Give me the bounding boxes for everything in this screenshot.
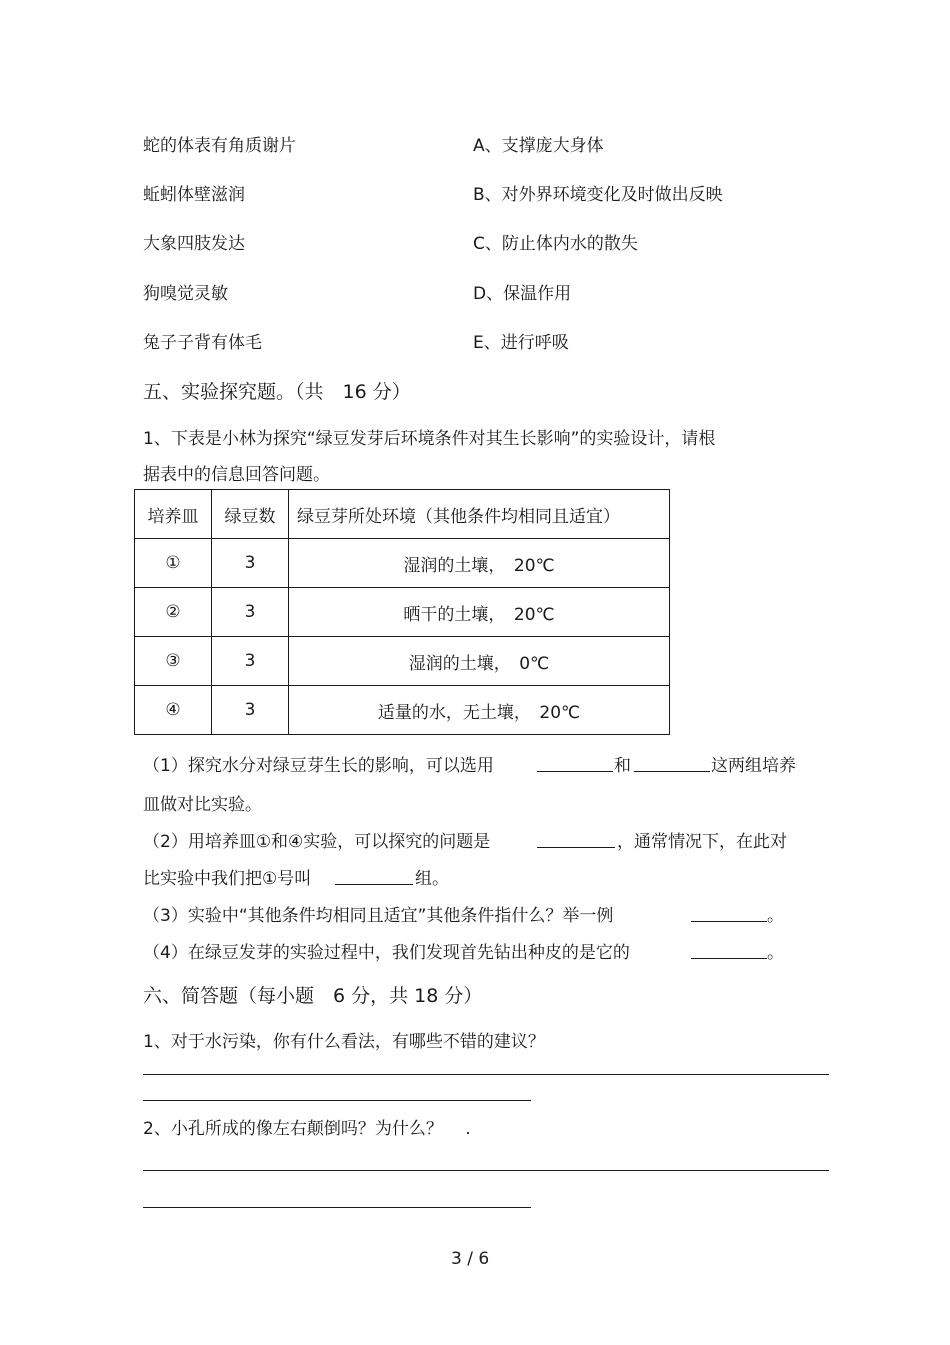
match-left-4: 狗嗅觉灵敏 <box>143 284 228 304</box>
match-left-1: 蛇的体表有角质谢片 <box>143 136 296 156</box>
answer-line[interactable] <box>143 1170 829 1171</box>
sub4-blank[interactable] <box>691 940 767 959</box>
sub1-prefix: （1）探究水分对绿豆芽生长的影响，可以选用 <box>143 756 494 776</box>
sub2-middle: ，通常情况下，在此对 <box>617 832 787 852</box>
table-row <box>135 637 670 686</box>
section5-heading: 五、实验探究题。（共 16 分） <box>143 381 411 403</box>
header-count: 绿豆数 <box>212 490 289 539</box>
cell-environment: 晒干的土壤， 20℃ <box>289 588 670 637</box>
sub3-blank[interactable] <box>691 903 767 922</box>
match-left-5: 兔子子背有体毛 <box>143 333 262 353</box>
sub3-end: 。 <box>767 906 784 926</box>
cell-count: 3 <box>212 539 289 588</box>
match-right-b: B、对外界环境变化及时做出反映 <box>473 185 723 205</box>
sub2-blank-2[interactable] <box>335 866 413 885</box>
sub4-end: 。 <box>767 943 784 963</box>
sub2-blank-1[interactable] <box>537 829 615 848</box>
experiment-table <box>134 489 670 735</box>
match-right-a: A、支撑庞大身体 <box>473 136 604 156</box>
cell-dish: ② <box>135 588 212 637</box>
cell-environment: 湿润的土壤， 0℃ <box>289 637 670 686</box>
match-right-c: C、防止体内水的散失 <box>473 234 638 254</box>
answer-line[interactable] <box>143 1074 829 1075</box>
section6-heading: 六、简答题（每小题 6 分，共 18 分） <box>143 985 483 1007</box>
sub2-prefix: （2）用培养皿①和④实验，可以探究的问题是 <box>143 832 491 852</box>
answer-line[interactable] <box>143 1207 531 1208</box>
table-row <box>135 588 670 637</box>
sub3-text: （3）实验中“其他条件均相同且适宜”其他条件指什么？举一例 <box>143 906 614 926</box>
sub1-suffix: 这两组培养 <box>711 756 796 776</box>
cell-dish: ④ <box>135 686 212 735</box>
sub2-second-line: 比实验中我们把①号叫 <box>143 869 312 889</box>
section6-q1: 1、对于水污染，你有什么看法，有哪些不错的建议？ <box>143 1032 545 1052</box>
cell-count: 3 <box>212 686 289 735</box>
cell-environment: 适量的水，无土壤， 20℃ <box>289 686 670 735</box>
page-number: 3 / 6 <box>451 1249 490 1269</box>
cell-count: 3 <box>212 588 289 637</box>
cell-environment: 湿润的土壤， 20℃ <box>289 539 670 588</box>
match-left-2: 蚯蚓体壁滋润 <box>143 185 245 205</box>
cell-dish: ① <box>135 539 212 588</box>
sub1-blank-2[interactable] <box>634 753 710 772</box>
match-left-3: 大象四肢发达 <box>143 234 245 254</box>
header-environment: 绿豆芽所处环境（其他条件均相同且适宜） <box>289 490 670 539</box>
sub1-and: 和 <box>614 756 631 776</box>
sub2-end: 组。 <box>415 869 449 889</box>
q1-text-line1: 1、下表是小林为探究“绿豆发芽后环境条件对其生长影响”的实验设计，请根 <box>143 429 716 449</box>
match-right-e: E、进行呼吸 <box>473 333 569 353</box>
sub1-blank-1[interactable] <box>537 753 613 772</box>
answer-line[interactable] <box>143 1100 531 1101</box>
table-row <box>135 686 670 735</box>
section6-q2: 2、小孔所成的像左右颠倒吗？为什么？ . <box>143 1119 471 1139</box>
cell-dish: ③ <box>135 637 212 686</box>
sub1-continued: 皿做对比实验。 <box>143 795 262 815</box>
q1-text-line2: 据表中的信息回答问题。 <box>143 465 330 485</box>
table-header-row <box>135 490 670 539</box>
match-right-d: D、保温作用 <box>473 284 572 304</box>
table-row <box>135 539 670 588</box>
header-dish: 培养皿 <box>135 490 212 539</box>
sub4-text: （4）在绿豆发芽的实验过程中，我们发现首先钻出种皮的是它的 <box>143 943 630 963</box>
cell-count: 3 <box>212 637 289 686</box>
